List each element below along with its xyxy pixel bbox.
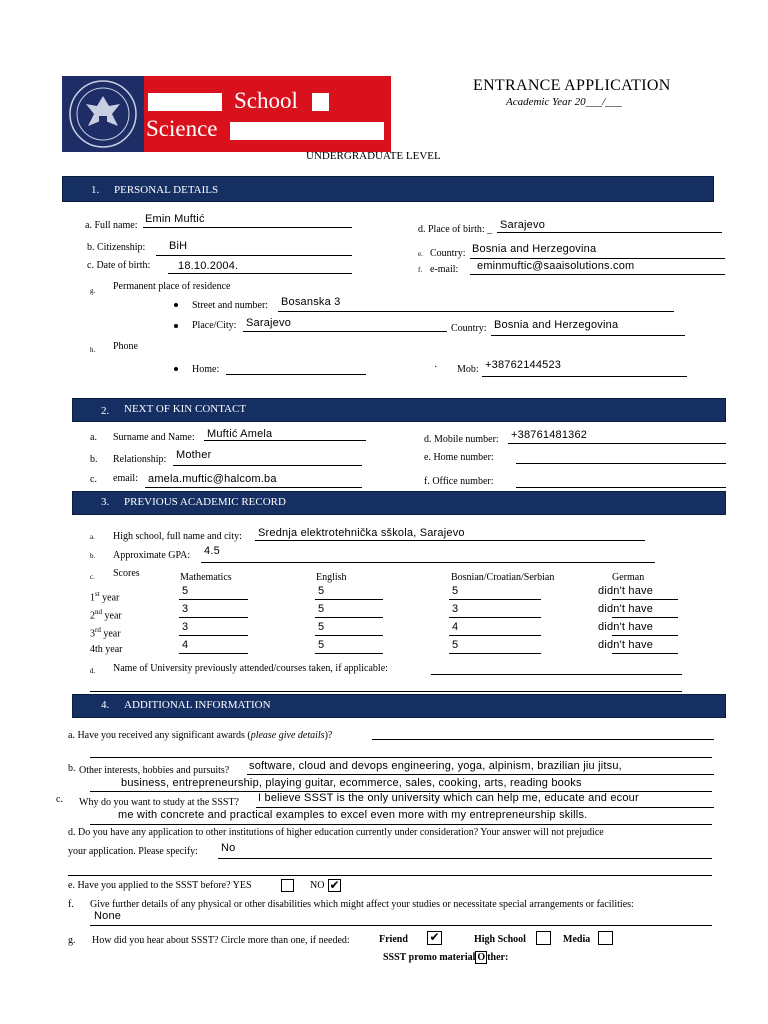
score-value[interactable]: 5 <box>452 639 459 651</box>
year-label <box>90 590 119 603</box>
year-label <box>90 608 122 621</box>
city-value[interactable]: Sarajevo <box>246 317 292 329</box>
phone-letter: h. <box>90 346 96 354</box>
kin-a-letter: a. <box>90 432 97 443</box>
full-name-label: a. Full name: <box>85 220 138 231</box>
kin-email-label: email: <box>113 473 138 484</box>
kin-mobile-label: d. Mobile number: <box>424 434 499 445</box>
bullet <box>174 303 178 307</box>
level-heading: UNDERGRADUATE LEVEL <box>306 150 441 162</box>
promo-label-text: SSST promo material <box>383 952 476 963</box>
section-number: 3. <box>101 496 110 508</box>
citizenship-value[interactable]: BiH <box>169 240 188 252</box>
redaction-block <box>148 93 222 111</box>
year-word: year <box>99 592 120 604</box>
promo-material-label <box>383 952 508 963</box>
score-value[interactable]: didn't have <box>598 603 654 615</box>
place-of-birth-line <box>497 232 722 233</box>
disabilities-letter: f. <box>68 899 74 910</box>
home-phone-line[interactable] <box>226 374 366 375</box>
hear-label: How did you hear about SSST? Circle more than one, if needed: <box>92 935 350 946</box>
section-title: PREVIOUS ACADEMIC RECORD <box>124 496 286 508</box>
high-school-checkbox[interactable] <box>536 931 551 945</box>
score-value[interactable]: 3 <box>452 603 459 615</box>
score-line <box>449 635 541 636</box>
country-letter: e. <box>418 250 423 258</box>
score-value[interactable]: 5 <box>452 585 459 597</box>
dob-value[interactable]: 18.10.2004. <box>178 260 239 272</box>
section-title: ADDITIONAL INFORMATION <box>124 699 271 711</box>
kin-surname-label: Surname and Name: <box>113 432 195 443</box>
checkmark-icon: ✔ <box>329 878 340 892</box>
form-title: ENTRANCE APPLICATION <box>473 77 671 94</box>
awards-label-emphasis: please give details <box>250 730 325 741</box>
score-value[interactable]: 4 <box>452 621 459 633</box>
kin-relationship-value[interactable]: Mother <box>176 449 212 461</box>
other-apps-value[interactable]: No <box>221 842 236 854</box>
score-value[interactable]: 3 <box>182 603 189 615</box>
phone-label: Phone <box>113 341 138 352</box>
year-label <box>90 626 121 639</box>
res-country-value[interactable]: Bosnia and Herzegovina <box>494 319 619 331</box>
year-number: 3 <box>90 628 95 640</box>
score-line <box>179 635 248 636</box>
score-line <box>449 653 541 654</box>
full-name-value[interactable]: Emin Muftić <box>145 213 205 225</box>
country-label: Country: <box>430 248 466 259</box>
citizenship-label: b. Citizenship: <box>87 242 146 253</box>
why-rule-2 <box>90 824 712 825</box>
school-name-line1: School <box>234 88 298 113</box>
gpa-label: Approximate GPA: <box>113 550 191 561</box>
high-school-line <box>255 540 645 541</box>
friend-checkbox[interactable] <box>427 931 442 945</box>
score-value[interactable]: 5 <box>318 585 325 597</box>
subject-german: German <box>612 572 645 583</box>
applied-no-label: NO <box>310 880 325 891</box>
kin-b-letter: b. <box>90 454 98 465</box>
section-header-personal <box>62 176 714 202</box>
kin-relationship-line <box>173 465 362 466</box>
score-line <box>315 617 383 618</box>
media-label: Media <box>563 934 591 945</box>
other-checkbox[interactable]: O <box>477 952 486 963</box>
interests-letter: b. <box>68 763 76 774</box>
home-label: Home: <box>192 364 220 375</box>
interests-rule-1 <box>247 774 714 775</box>
university-label: Name of University previously attended/courses taken, if applicable: <box>113 663 388 674</box>
email-letter: f. <box>418 266 423 274</box>
city-line <box>243 331 447 332</box>
score-value[interactable]: 5 <box>318 639 325 651</box>
gpa-letter: b. <box>90 552 96 560</box>
university-line-1[interactable] <box>431 674 682 675</box>
section-header-academic-record <box>72 491 726 515</box>
hs-letter: a. <box>90 533 95 541</box>
score-value[interactable]: didn't have <box>598 585 654 597</box>
score-line <box>612 617 678 618</box>
place-of-birth-label: d. Place of birth: _ <box>418 224 493 235</box>
kin-email-value[interactable]: amela.muftic@halcom.ba <box>148 473 277 485</box>
awards-label-end: )? <box>324 730 333 741</box>
redaction-block <box>230 122 384 140</box>
year-word: year <box>100 628 121 640</box>
disabilities-rule <box>90 925 712 926</box>
dob-label: c. Date of birth: <box>87 260 151 271</box>
year-label <box>90 644 123 655</box>
why-rule-1 <box>256 807 714 808</box>
score-value[interactable]: 3 <box>182 621 189 633</box>
residence-label: Permanent place of residence <box>113 281 231 292</box>
bullet <box>174 324 178 328</box>
street-value[interactable]: Bosanska 3 <box>281 296 341 308</box>
score-line <box>315 599 383 600</box>
score-line <box>612 635 678 636</box>
subject-english: English <box>316 572 347 583</box>
email-value[interactable]: eminmuftic@saaisolutions.com <box>477 260 635 272</box>
score-line <box>449 599 541 600</box>
university-letter: d. <box>90 667 96 675</box>
kin-c-letter: c. <box>90 474 97 485</box>
university-line-2[interactable] <box>90 691 682 692</box>
awards-label <box>68 730 332 741</box>
score-line <box>179 599 248 600</box>
mob-value[interactable]: +38762144523 <box>485 359 562 371</box>
why-label: Why do you want to study at the SSST? <box>79 797 239 808</box>
full-name-line <box>143 227 352 228</box>
scores-label: Scores <box>113 568 140 579</box>
applied-yes-checkbox[interactable] <box>281 879 294 892</box>
year-suffix: nd <box>95 608 102 616</box>
year-suffix: st <box>95 590 100 598</box>
score-value[interactable]: 5 <box>318 603 325 615</box>
subject-bcs: Bosnian/Croatian/Serbian <box>451 572 555 583</box>
citizenship-line <box>156 255 352 256</box>
score-value[interactable]: 5 <box>182 585 189 597</box>
section-number: 2. <box>101 405 110 417</box>
applied-no-checkbox[interactable] <box>328 879 341 892</box>
gpa-value[interactable]: 4.5 <box>204 545 220 557</box>
street-label: Street and number: <box>192 300 269 311</box>
interests-line2[interactable]: business, entrepreneurship, playing guitar, ecommerce, sales, cooking, arts, reading books <box>121 777 582 789</box>
other-apps-rule-2 <box>68 875 712 876</box>
city-label: Place/City: <box>192 320 237 331</box>
academic-year: Academic Year 20___/___ <box>506 96 622 108</box>
residence-letter: g. <box>90 287 96 295</box>
bullet <box>174 367 178 371</box>
why-line2[interactable]: me with concrete and practical examples to excel even more with my entrepreneurship skills. <box>118 809 588 821</box>
friend-label: Friend <box>379 934 408 945</box>
other-label-text: ther: <box>487 952 509 963</box>
year-number: 1 <box>90 592 95 604</box>
section-title: PERSONAL DETAILS <box>114 184 219 196</box>
kin-surname-line <box>204 440 366 441</box>
subject-math: Mathematics <box>180 572 232 583</box>
interests-label: Other interests, hobbies and pursuits? <box>79 765 230 776</box>
high-school-option-label: High School <box>474 934 526 945</box>
gpa-line <box>201 562 655 563</box>
mob-label: Mob: <box>457 364 479 375</box>
other-apps-line2: your application. Please specify: <box>68 846 198 857</box>
high-school-value[interactable]: Srednja elektrotehnička sškola, Sarajevo <box>258 527 465 539</box>
year-suffix: rd <box>95 626 101 634</box>
score-line <box>179 617 248 618</box>
applied-before-label: e. Have you applied to the SSST before? YES <box>68 880 252 891</box>
school-seal-icon <box>62 76 144 152</box>
why-line1[interactable]: I believe SSST is the only university which can help me, educate and ecour <box>258 792 639 804</box>
score-line <box>315 653 383 654</box>
kin-mobile-line <box>508 443 726 444</box>
kin-office-line[interactable] <box>516 487 726 488</box>
kin-mobile-value[interactable]: +38761481362 <box>511 429 588 441</box>
section-header-next-of-kin <box>72 398 726 422</box>
awards-line-1[interactable] <box>372 739 714 740</box>
score-value[interactable]: didn't have <box>598 639 654 651</box>
score-line <box>612 653 678 654</box>
score-line <box>179 653 248 654</box>
awards-label-text: a. Have you received any significant awards ( <box>68 730 251 741</box>
country-value[interactable]: Bosnia and Herzegovina <box>472 243 597 255</box>
other-apps-rule-1 <box>218 858 712 859</box>
section-header-additional <box>72 694 726 718</box>
res-country-line <box>491 335 685 336</box>
high-school-label: High school, full name and city: <box>113 531 242 542</box>
score-line <box>612 599 678 600</box>
media-checkbox[interactable] <box>598 931 613 945</box>
res-country-label: Country: <box>451 323 487 334</box>
redaction-block <box>312 93 329 111</box>
bullet-small: · <box>434 362 438 373</box>
interests-line1[interactable]: software, cloud and devops engineering, yoga, alpinism, brazilian jiu jitsu, <box>249 760 622 772</box>
disabilities-label: Give further details of any physical or other disabilities which might affect your studies or necessitate special arrangements or facilities: <box>90 899 634 910</box>
school-name-banner <box>144 76 391 152</box>
checkmark-icon: ✔ <box>429 930 440 944</box>
email-line <box>470 274 725 275</box>
score-value[interactable]: didn't have <box>598 621 654 633</box>
year-number: 4th year <box>90 644 123 655</box>
country-line <box>470 258 725 259</box>
section-number: 4. <box>101 699 110 711</box>
year-number: 2 <box>90 610 95 622</box>
kin-home-line[interactable] <box>516 463 726 464</box>
kin-email-line <box>145 487 362 488</box>
kin-office-label: f. Office number: <box>424 476 494 487</box>
score-value[interactable]: 5 <box>318 621 325 633</box>
why-letter: c. <box>56 794 63 805</box>
score-line <box>449 617 541 618</box>
street-line <box>278 311 674 312</box>
other-apps-line1: d. Do you have any application to other institutions of higher education currently under consideration? Your answer will not prejudice <box>68 827 604 838</box>
section-number: 1. <box>91 184 100 196</box>
email-label: e-mail: <box>430 264 459 275</box>
place-of-birth-value[interactable]: Sarajevo <box>500 219 546 231</box>
school-name-line2: Science <box>146 116 218 141</box>
year-word: year <box>102 610 122 622</box>
kin-home-label: e. Home number: <box>424 452 494 463</box>
hear-letter: g. <box>68 935 76 946</box>
awards-line-2[interactable] <box>90 757 712 758</box>
section-title: NEXT OF KIN CONTACT <box>124 403 247 415</box>
disabilities-value[interactable]: None <box>94 910 122 922</box>
mob-line <box>482 376 687 377</box>
score-line <box>315 635 383 636</box>
logo-block <box>62 76 144 152</box>
kin-surname-value[interactable]: Muftić Amela <box>207 428 273 440</box>
scores-letter: c. <box>90 573 95 581</box>
kin-relationship-label: Relationship: <box>113 454 167 465</box>
dob-line <box>168 273 352 274</box>
score-value[interactable]: 4 <box>182 639 189 651</box>
